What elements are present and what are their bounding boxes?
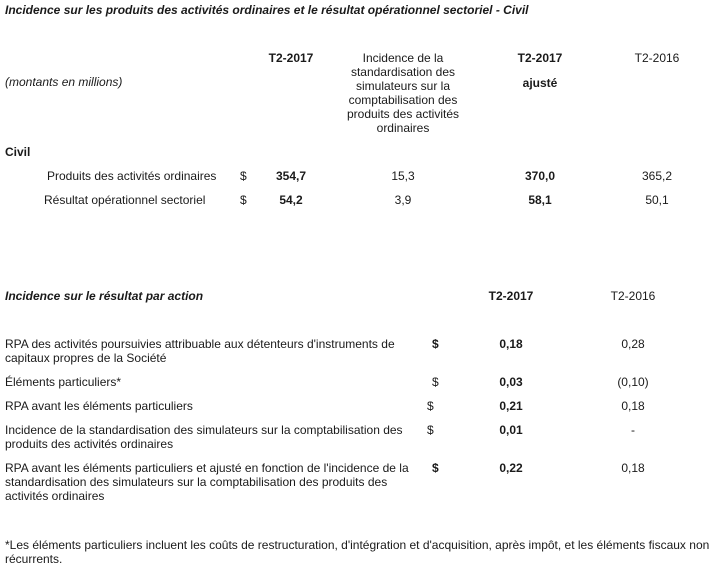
cell-revenue-t2-2017: 354,7 (275, 169, 307, 183)
eps-cell-standardization-t2-2017: 0,01 (499, 423, 523, 437)
cell-operating-income-incidence: 3,9 (394, 193, 412, 207)
eps-row-label-standardization: Incidence de la standardisation des simulateurs sur la comptabilisation des produits des activités ordinaires (5, 423, 403, 451)
eps-row-currency-adjusted: $ (432, 461, 439, 475)
row-label-operating-income: Résultat opérationnel sectoriel (44, 193, 206, 207)
section1-title: Incidence sur les produits des activités ordinaires et le résultat opérationnel sectoriel - Civil (5, 3, 529, 17)
group-label-civil: Civil (5, 145, 31, 159)
units-label: (montants en millions) (5, 75, 123, 89)
header-t2-2017-adjusted-label: ajusté (522, 76, 558, 90)
eps-row-currency-before-special: $ (427, 399, 434, 413)
cell-revenue-t2-2016: 365,2 (641, 169, 673, 183)
cell-operating-income-t2-2016: 50,1 (645, 193, 669, 207)
cell-operating-income-adjusted: 58,1 (528, 193, 552, 207)
cell-revenue-adjusted: 370,0 (524, 169, 556, 183)
header-incidence: Incidence de la standardisation des simulateurs sur la comptabilisation des produits des activités ordinaires (346, 51, 460, 135)
row-currency-revenue: $ (240, 169, 247, 183)
eps-cell-adjusted-t2-2017: 0,22 (499, 461, 523, 475)
eps-row-currency-special-items: $ (432, 375, 439, 389)
header-t2-2016: T2-2016 (634, 51, 680, 65)
eps-row-label-continuing: RPA des activités poursuivies attribuable aux détenteurs d'instruments de capitaux propres de la Société (5, 337, 395, 365)
cell-revenue-incidence: 15,3 (391, 169, 415, 183)
eps-cell-adjusted-t2-2016: 0,18 (621, 461, 645, 475)
cell-operating-income-t2-2017: 54,2 (279, 193, 303, 207)
eps-cell-standardization-t2-2016: - (631, 423, 635, 437)
eps-cell-special-items-t2-2016: (0,10) (617, 375, 649, 389)
row-currency-operating-income: $ (240, 193, 247, 207)
eps-cell-continuing-t2-2017: 0,18 (499, 337, 523, 351)
eps-row-currency-standardization: $ (427, 423, 434, 437)
eps-cell-before-special-t2-2017: 0,21 (499, 399, 523, 413)
section2-title: Incidence sur le résultat par action (5, 289, 204, 303)
eps-cell-special-items-t2-2017: 0,03 (499, 375, 523, 389)
eps-row-label-adjusted: RPA avant les éléments particuliers et ajusté en fonction de l'incidence de la standardisation des simulateurs sur la comptabilisation des produits des activités ordinaires (5, 461, 409, 503)
eps-cell-continuing-t2-2016: 0,28 (621, 337, 645, 351)
eps-header-t2-2017: T2-2017 (488, 289, 534, 303)
eps-row-label-special-items: Éléments particuliers* (5, 375, 122, 389)
footnote: *Les éléments particuliers incluent les coûts de restructuration, d'intégration et d'acquisition, après impôt, et les éléments fiscaux non récurrents. (5, 538, 710, 566)
eps-cell-before-special-t2-2016: 0,18 (621, 399, 645, 413)
row-label-revenue: Produits des activités ordinaires (47, 169, 217, 183)
eps-header-t2-2016: T2-2016 (610, 289, 656, 303)
header-t2-2017-adjusted-year: T2-2017 (517, 51, 563, 65)
eps-row-label-before-special: RPA avant les éléments particuliers (5, 399, 193, 413)
header-t2-2017: T2-2017 (268, 51, 314, 65)
eps-row-currency-continuing: $ (432, 337, 439, 351)
